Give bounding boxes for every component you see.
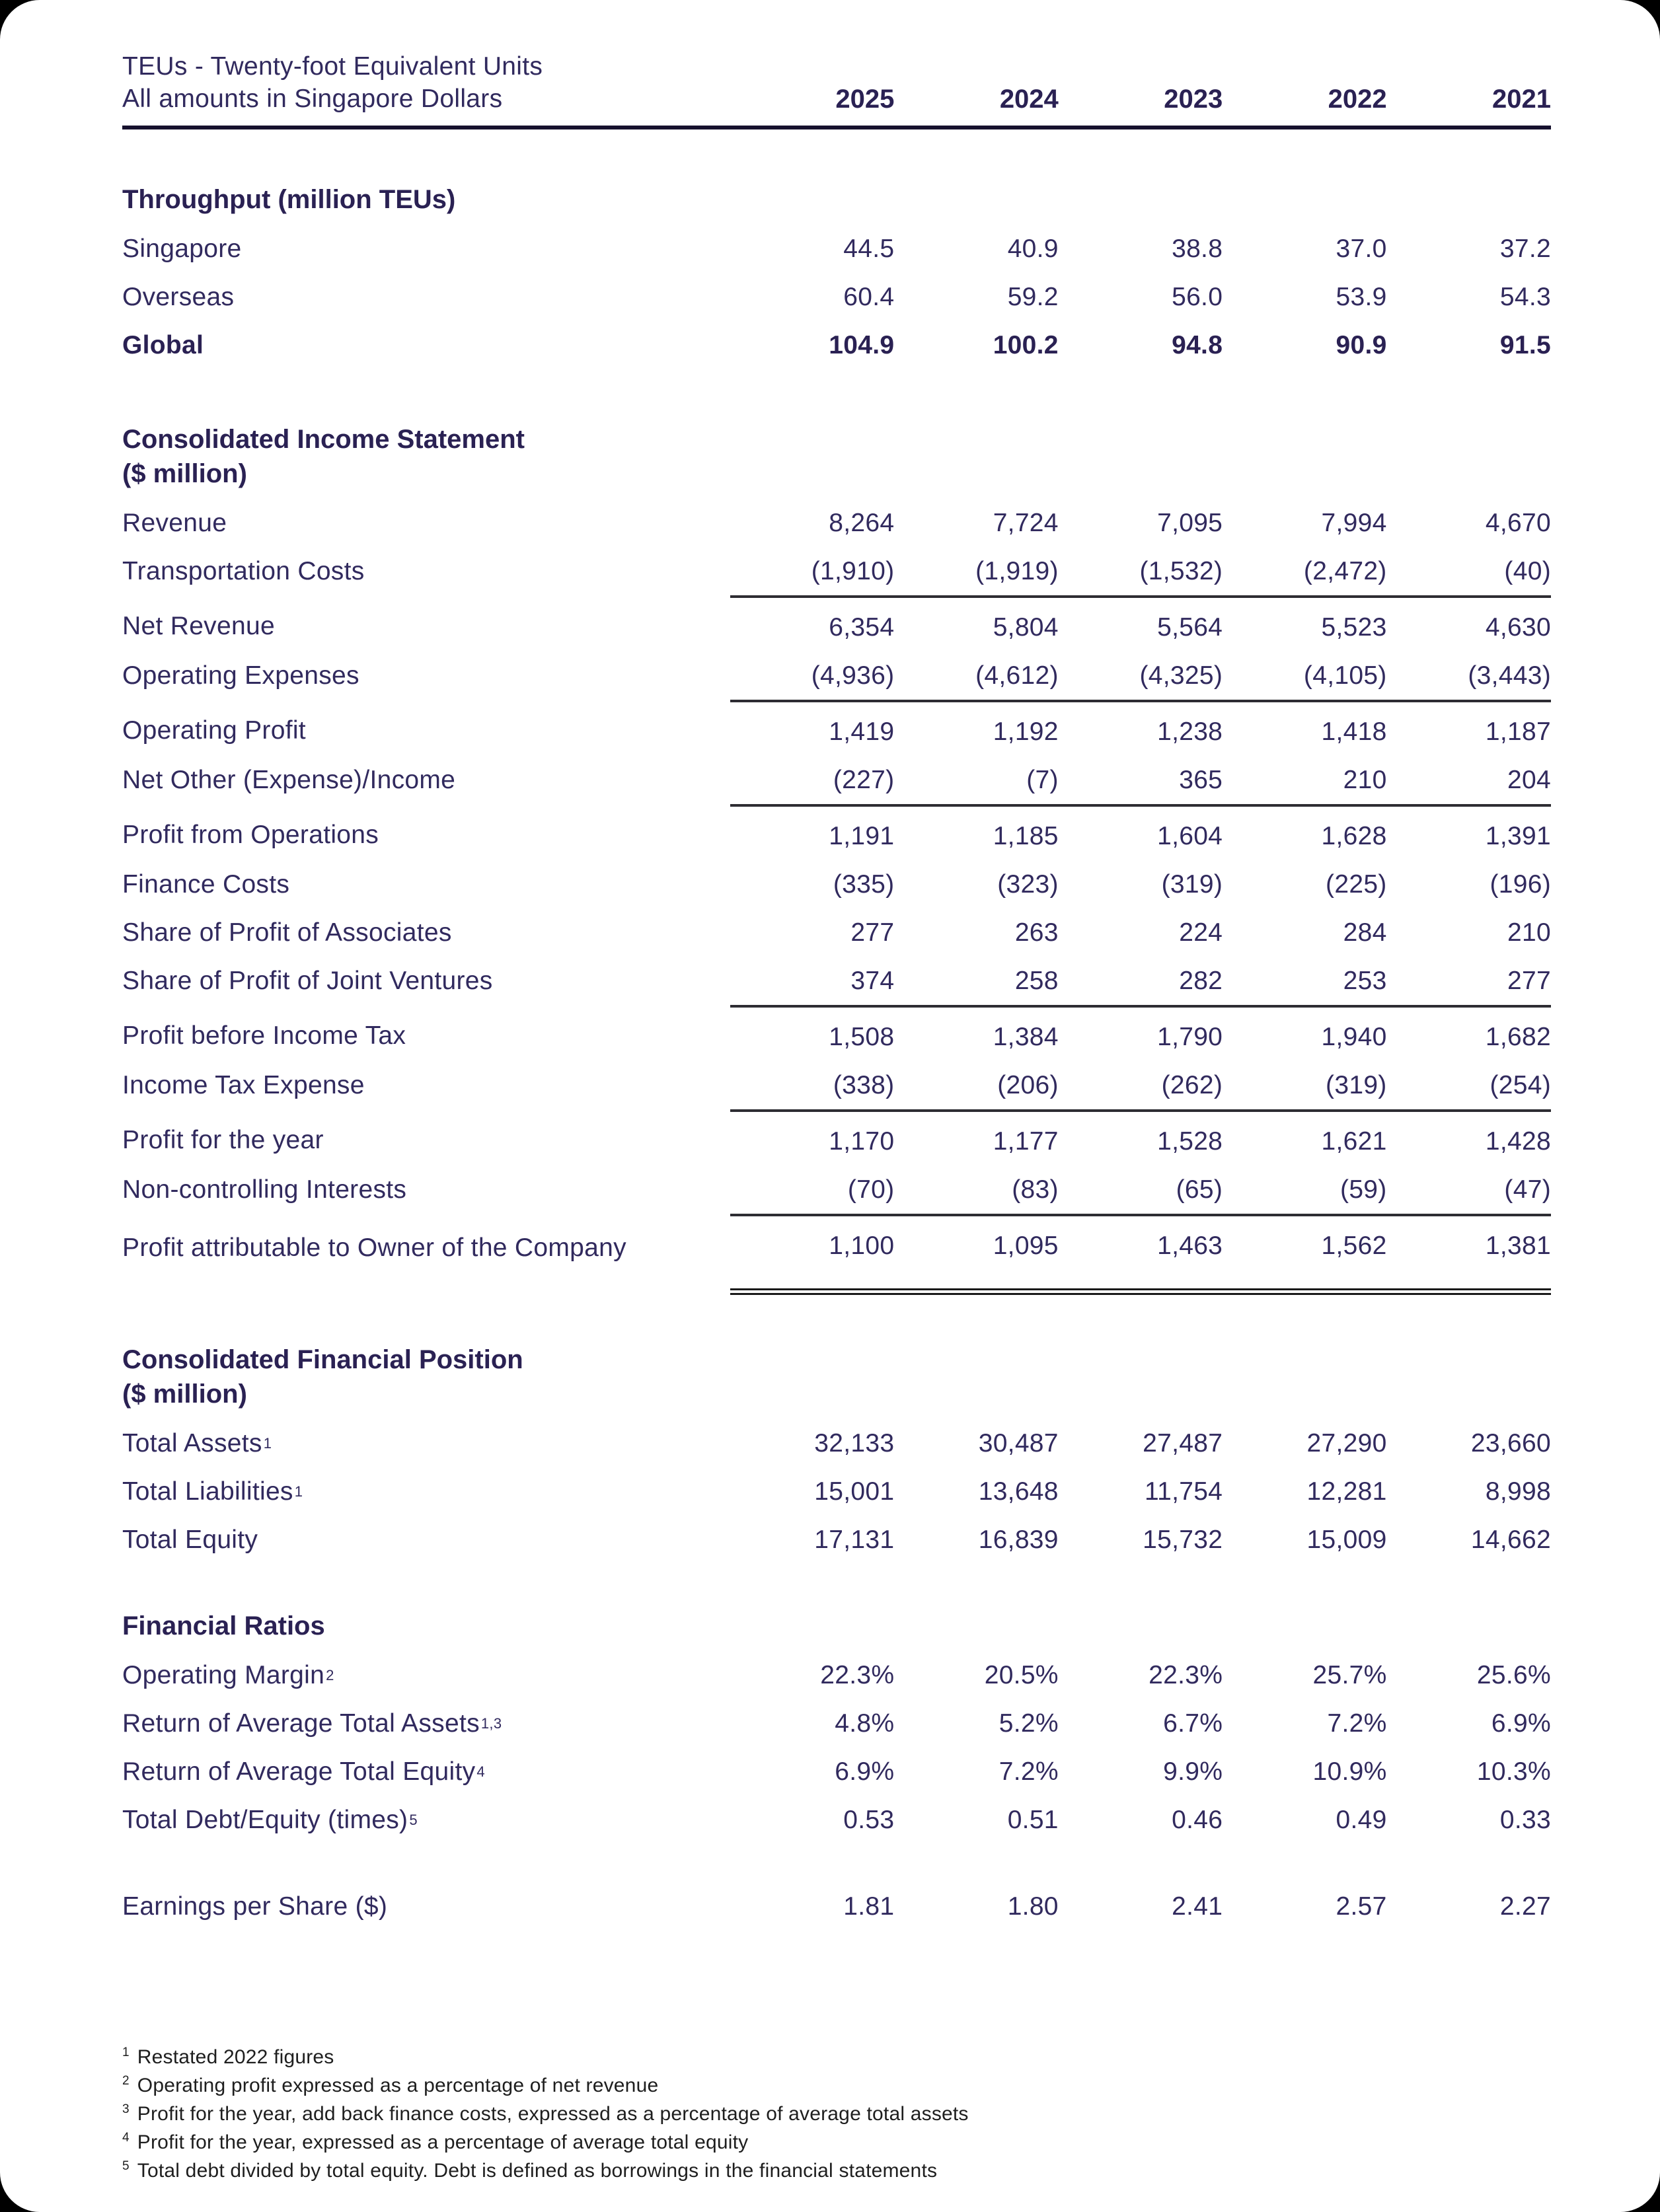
cell-value: 13,648: [978, 1477, 1059, 1506]
cell-value: 17,131: [814, 1525, 895, 1554]
row-label: Operating Expenses: [122, 661, 359, 690]
cell-value: 4.8%: [835, 1709, 895, 1738]
cell-value: 253: [1343, 966, 1387, 995]
cell-value: 37.2: [1499, 234, 1551, 263]
cell-value: (4,612): [975, 661, 1059, 690]
table-row: [122, 700, 1551, 756]
footnote-marker: 3: [122, 2102, 130, 2116]
cell-value: 2.57: [1336, 1892, 1387, 1921]
cell-value: (1,919): [975, 556, 1059, 585]
table-header: [122, 50, 1551, 129]
table-row: [122, 1699, 1551, 1748]
cell-value: 94.8: [1172, 330, 1223, 359]
cell-value: (70): [847, 1175, 895, 1204]
cell-value: (338): [833, 1070, 895, 1099]
footnote-item: [122, 2128, 1551, 2157]
year-header: 2023: [1164, 84, 1223, 114]
table-row: [122, 1796, 1551, 1844]
table-row: [122, 225, 1551, 273]
cell-value: 1,238: [1059, 700, 1223, 756]
row-label: Overseas: [122, 282, 235, 311]
cell-value: (2,472): [1303, 556, 1387, 585]
cell-value: (262): [1161, 1070, 1223, 1099]
footnote-marker: 2: [122, 2074, 130, 2088]
cell-value: 1,384: [894, 1005, 1058, 1061]
footnote-marker: 5: [122, 2159, 130, 2173]
table-row: [122, 1061, 1551, 1109]
row-label: Share of Profit of Joint Ventures: [122, 966, 493, 995]
cell-value: 15,009: [1306, 1525, 1387, 1554]
cell-value: 277: [850, 918, 895, 947]
cell-value: (227): [833, 765, 895, 794]
cell-value: 1.80: [1007, 1892, 1059, 1921]
cell-value: 1,095: [894, 1214, 1058, 1295]
section-title-line: ($ million): [122, 459, 247, 488]
cell-value: (1,910): [811, 556, 895, 585]
cell-value: 12,281: [1306, 1477, 1387, 1506]
section-eps: [122, 1882, 1551, 1931]
cell-value: 15,732: [1143, 1525, 1223, 1554]
section-title: [122, 422, 1551, 491]
cell-value: 1,628: [1223, 804, 1386, 860]
cell-value: 22.3%: [1149, 1660, 1223, 1689]
table-row: [122, 1516, 1551, 1564]
cell-value: 1,428: [1387, 1109, 1551, 1165]
row-label: Total Assets 1: [122, 1428, 272, 1457]
cell-value: 0.49: [1336, 1805, 1387, 1834]
table-row: [122, 1214, 1551, 1295]
report-title: TEUs - Twenty-foot Equivalent Units: [122, 52, 543, 81]
cell-value: 1,381: [1387, 1214, 1551, 1295]
cell-value: 0.53: [843, 1805, 895, 1834]
cell-value: 1,191: [730, 804, 894, 860]
cell-value: 22.3%: [820, 1660, 895, 1689]
footnote-text: Profit for the year, add back finance costs, expressed as a percentage of average total assets: [137, 2103, 969, 2125]
section-position: [122, 1343, 1551, 1564]
cell-value: 16,839: [978, 1525, 1059, 1554]
cell-value: 1,170: [730, 1109, 894, 1165]
section-title-line: Financial Ratios: [122, 1611, 325, 1641]
footnote-text: Restated 2022 figures: [137, 2046, 334, 2068]
cell-value: 25.6%: [1476, 1660, 1551, 1689]
report-subtitle: All amounts in Singapore Dollars: [122, 85, 503, 113]
row-label: Finance Costs: [122, 869, 290, 899]
cell-value: 1,604: [1059, 804, 1223, 860]
footnote-marker: 4: [122, 2131, 130, 2145]
cell-value: 263: [1014, 918, 1059, 947]
cell-value: 284: [1343, 918, 1387, 947]
row-label: Net Revenue: [122, 611, 275, 640]
year-header: 2025: [835, 84, 895, 114]
table-row: [122, 804, 1551, 860]
table-row: [122, 321, 1551, 369]
footnote-text: Total debt divided by total equity. Debt is defined as borrowings in the financial statements: [137, 2160, 938, 2182]
cell-value: 1,177: [894, 1109, 1058, 1165]
cell-value: 1,682: [1387, 1005, 1551, 1061]
table-row: [122, 1651, 1551, 1699]
cell-value: 1,192: [894, 700, 1058, 756]
cell-value: (254): [1490, 1070, 1551, 1099]
cell-value: 258: [1014, 966, 1059, 995]
cell-value: 27,487: [1143, 1428, 1223, 1457]
cell-value: 5.2%: [999, 1709, 1059, 1738]
cell-value: 15,001: [814, 1477, 895, 1506]
section-throughput: [122, 182, 1551, 369]
table-row: [122, 499, 1551, 547]
row-label: Transportation Costs: [122, 556, 365, 585]
row-label: Net Other (Expense)/Income: [122, 765, 456, 794]
cell-value: 374: [850, 966, 895, 995]
cell-value: 38.8: [1172, 234, 1223, 263]
table-body: [122, 182, 1551, 1931]
table-row: [122, 595, 1551, 651]
table-row: [122, 1005, 1551, 1061]
cell-value: 91.5: [1499, 330, 1551, 359]
cell-value: 1,418: [1223, 700, 1386, 756]
cell-value: 5,523: [1223, 595, 1386, 651]
cell-value: 56.0: [1172, 282, 1223, 311]
cell-value: 100.2: [993, 330, 1059, 359]
year-header: 2022: [1328, 84, 1387, 114]
cell-value: 10.9%: [1312, 1757, 1387, 1786]
footnote-marker: 1: [122, 2046, 130, 2059]
row-label: Income Tax Expense: [122, 1070, 365, 1099]
cell-value: 7.2%: [1327, 1709, 1387, 1738]
cell-value: (225): [1326, 869, 1387, 899]
cell-value: 59.2: [1007, 282, 1059, 311]
cell-value: (319): [1326, 1070, 1387, 1099]
row-label: Singapore: [122, 234, 242, 263]
row-label: Non-controlling Interests: [122, 1175, 407, 1204]
cell-value: 1,419: [730, 700, 894, 756]
cell-value: 2.41: [1172, 1892, 1223, 1921]
cell-value: 1,790: [1059, 1005, 1223, 1061]
row-label: Profit before Income Tax: [122, 1021, 406, 1050]
cell-value: 40.9: [1007, 234, 1059, 263]
year-header: 2021: [1492, 84, 1551, 114]
row-label: Operating Profit: [122, 716, 306, 745]
cell-value: (4,936): [811, 661, 895, 690]
table-row: [122, 860, 1551, 908]
table-row: [122, 273, 1551, 321]
cell-value: 37.0: [1336, 234, 1387, 263]
cell-value: 8,998: [1485, 1477, 1551, 1506]
row-label: Profit attributable to Owner of the Company: [122, 1233, 626, 1262]
row-label: Total Equity: [122, 1525, 258, 1554]
cell-value: 2.27: [1499, 1892, 1551, 1921]
cell-value: 365: [1179, 765, 1223, 794]
cell-value: 5,564: [1059, 595, 1223, 651]
cell-value: 10.3%: [1476, 1757, 1551, 1786]
cell-value: 54.3: [1499, 282, 1551, 311]
row-label: Profit from Operations: [122, 820, 379, 849]
section-title: [122, 182, 1551, 217]
footnotes: [122, 2043, 1551, 2185]
row-label: Profit for the year: [122, 1125, 324, 1154]
cell-value: 224: [1179, 918, 1223, 947]
table-row: [122, 957, 1551, 1005]
cell-value: 53.9: [1336, 282, 1387, 311]
cell-value: (59): [1340, 1175, 1387, 1204]
table-row: [122, 1467, 1551, 1516]
cell-value: 1.81: [843, 1892, 895, 1921]
cell-value: 0.46: [1172, 1805, 1223, 1834]
section-title-line: ($ million): [122, 1380, 247, 1409]
section-title-line: Consolidated Income Statement: [122, 425, 525, 454]
table-row: [122, 756, 1551, 804]
cell-value: (40): [1504, 556, 1551, 585]
table-row: [122, 1109, 1551, 1165]
cell-value: (4,325): [1139, 661, 1223, 690]
cell-value: 8,264: [829, 508, 895, 537]
cell-value: (319): [1161, 869, 1223, 899]
cell-value: 20.5%: [984, 1660, 1059, 1689]
cell-value: 1,100: [730, 1214, 894, 1295]
cell-value: 1,940: [1223, 1005, 1386, 1061]
cell-value: 7,724: [993, 508, 1059, 537]
cell-value: (3,443): [1468, 661, 1551, 690]
cell-value: 25.7%: [1312, 1660, 1387, 1689]
footnote-item: [122, 2043, 1551, 2071]
cell-value: (65): [1176, 1175, 1223, 1204]
cell-value: (47): [1504, 1175, 1551, 1204]
cell-value: 27,290: [1306, 1428, 1387, 1457]
cell-value: 0.51: [1007, 1805, 1059, 1834]
cell-value: 104.9: [829, 330, 895, 359]
cell-value: 60.4: [843, 282, 895, 311]
cell-value: 9.9%: [1163, 1757, 1223, 1786]
cell-value: 7.2%: [999, 1757, 1059, 1786]
table-row: [122, 1882, 1551, 1931]
cell-value: 1,528: [1059, 1109, 1223, 1165]
cell-value: 1,562: [1223, 1214, 1386, 1295]
cell-value: 1,391: [1387, 804, 1551, 860]
footnote-item: [122, 2157, 1551, 2185]
cell-value: 282: [1179, 966, 1223, 995]
cell-value: 7,095: [1157, 508, 1223, 537]
cell-value: 14,662: [1470, 1525, 1551, 1554]
cell-value: 1,463: [1059, 1214, 1223, 1295]
cell-value: (206): [997, 1070, 1059, 1099]
table-row: [122, 908, 1551, 957]
section-title: [122, 1609, 1551, 1643]
cell-value: 44.5: [843, 234, 895, 263]
table-row: [122, 1419, 1551, 1467]
row-label: Total Debt/Equity (times) 5: [122, 1805, 418, 1834]
cell-value: (335): [833, 869, 895, 899]
cell-value: (7): [1026, 765, 1059, 794]
row-label: Share of Profit of Associates: [122, 918, 452, 947]
year-header: 2024: [999, 84, 1059, 114]
cell-value: (196): [1490, 869, 1551, 899]
table-row: [122, 1165, 1551, 1214]
cell-value: 6,354: [730, 595, 894, 651]
cell-value: 6.7%: [1163, 1709, 1223, 1738]
cell-value: 11,754: [1144, 1477, 1223, 1506]
cell-value: 0.33: [1499, 1805, 1551, 1834]
footnote-item: [122, 2100, 1551, 2128]
section-title-line: Throughput (million TEUs): [122, 185, 456, 214]
cell-value: 4,630: [1387, 595, 1551, 651]
table-row: [122, 651, 1551, 700]
row-label: Return of Average Total Equity 4: [122, 1757, 485, 1786]
cell-value: 277: [1507, 966, 1551, 995]
cell-value: (4,105): [1303, 661, 1387, 690]
section-title-line: Consolidated Financial Position: [122, 1345, 523, 1374]
section-ratios: [122, 1609, 1551, 1844]
row-label: Operating Margin 2: [122, 1660, 334, 1689]
footnote-item: [122, 2071, 1551, 2100]
cell-value: 1,508: [730, 1005, 894, 1061]
row-label: Total Liabilities 1: [122, 1477, 303, 1506]
cell-value: 210: [1507, 918, 1551, 947]
cell-value: 1,185: [894, 804, 1058, 860]
cell-value: 1,621: [1223, 1109, 1386, 1165]
cell-value: (83): [1012, 1175, 1059, 1204]
table-row: [122, 1748, 1551, 1796]
cell-value: 90.9: [1336, 330, 1387, 359]
cell-value: (1,532): [1139, 556, 1223, 585]
cell-value: 6.9%: [835, 1757, 895, 1786]
row-label: Revenue: [122, 508, 227, 537]
cell-value: 4,670: [1485, 508, 1551, 537]
cell-value: 210: [1343, 765, 1387, 794]
section-title: [122, 1343, 1551, 1411]
cell-value: 32,133: [814, 1428, 895, 1457]
cell-value: 5,804: [894, 595, 1058, 651]
row-label: Global: [122, 330, 204, 359]
footnote-text: Operating profit expressed as a percentage of net revenue: [137, 2075, 659, 2096]
cell-value: 204: [1507, 765, 1551, 794]
footnote-text: Profit for the year, expressed as a percentage of average total equity: [137, 2131, 749, 2153]
cell-value: 30,487: [978, 1428, 1059, 1457]
row-label: Return of Average Total Assets 1,3: [122, 1709, 502, 1738]
table-row: [122, 547, 1551, 595]
cell-value: 7,994: [1321, 508, 1387, 537]
column-header-row: [122, 83, 1551, 129]
cell-value: 23,660: [1470, 1428, 1551, 1457]
section-income: [122, 422, 1551, 1295]
cell-value: 1,187: [1387, 700, 1551, 756]
cell-value: 6.9%: [1491, 1709, 1551, 1738]
cell-value: (323): [997, 869, 1059, 899]
row-label: Earnings per Share ($): [122, 1892, 388, 1921]
